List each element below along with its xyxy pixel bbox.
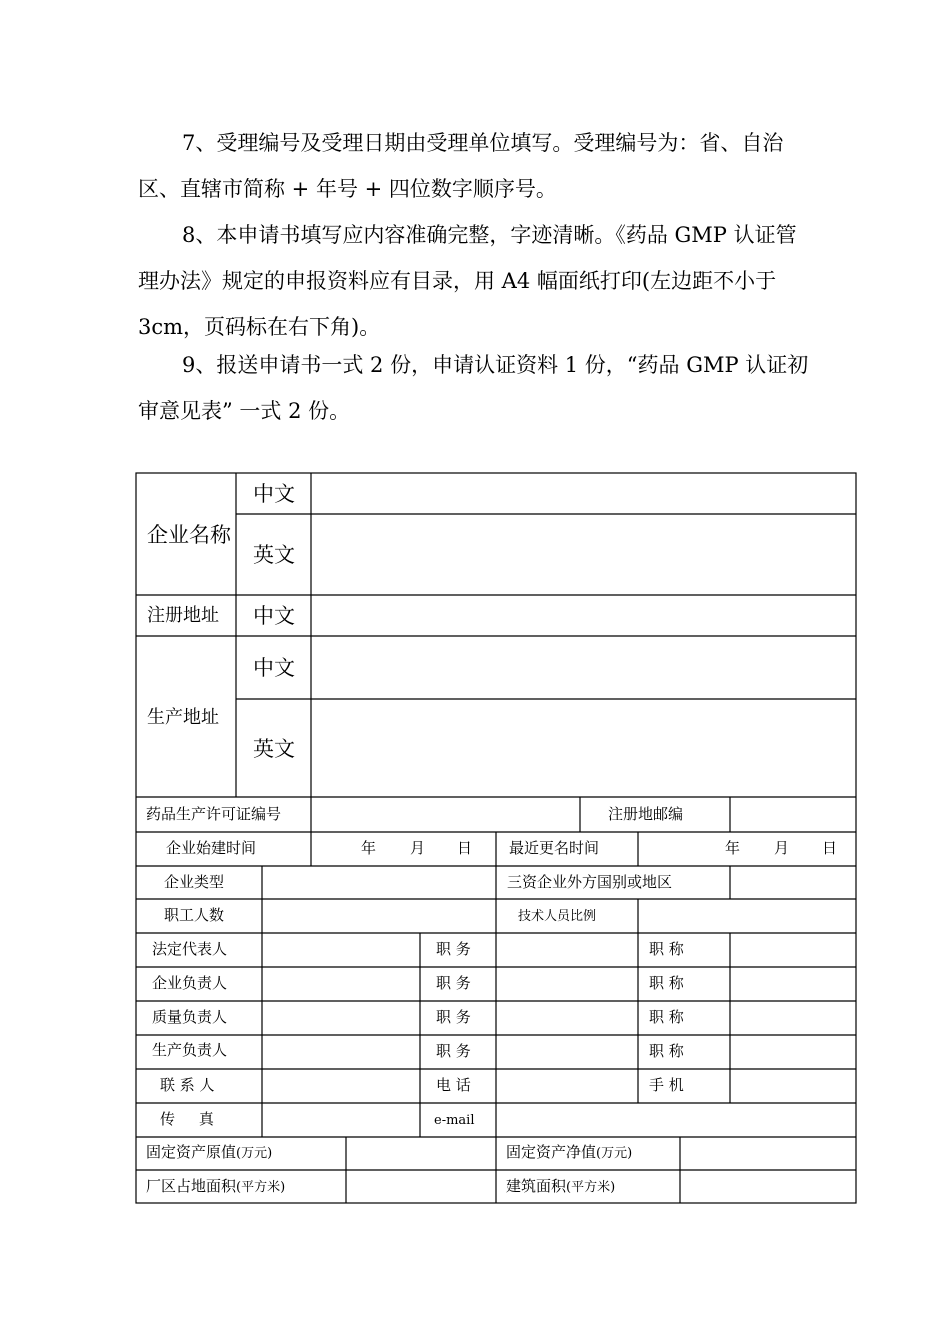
note-7-line-1: 7、受理编号及受理日期由受理单位填写。受理编号为：省、自治: [182, 131, 784, 155]
label-company-name-english: 英文: [253, 543, 295, 567]
note-9-line-2: 审意见表” 一式 2 份。: [138, 399, 351, 423]
label-email: e-mail: [434, 1113, 475, 1128]
label-company-head-position: 职 务: [436, 974, 471, 992]
renamed-month-label: 月: [774, 839, 790, 857]
label-license-number: 药品生产许可证编号: [146, 805, 282, 823]
label-contact: 联 系 人: [160, 1076, 215, 1094]
fixed-assets-original-unit: (万元): [236, 1146, 273, 1161]
plant-area-text: 厂区占地面积: [146, 1177, 237, 1195]
label-building-area: [506, 1179, 615, 1194]
label-registered-postcode: 注册地邮编: [608, 805, 684, 823]
label-quality-head: 质量负责人: [152, 1008, 228, 1026]
founded-year-label: 年: [361, 839, 377, 857]
label-legal-rep: 法定代表人: [152, 940, 228, 958]
label-registered-address-chinese: 中文: [253, 604, 295, 628]
label-company-head: 企业负责人: [152, 974, 228, 992]
label-tech-ratio: 技术人员比例: [518, 909, 597, 924]
label-company-name: 企业名称: [147, 523, 231, 547]
label-plant-area: [146, 1179, 285, 1194]
renamed-day-label: 日: [822, 839, 838, 857]
founded-day-label: 日: [457, 839, 473, 857]
label-founded-date: 企业始建时间: [166, 839, 257, 857]
note-8-line-3: 3cm，页码标在右下角)。: [138, 315, 381, 339]
label-foreign-country: 三资企业外方国别或地区: [507, 873, 673, 891]
renamed-year-label: 年: [725, 839, 741, 857]
fixed-assets-net-text: 固定资产净值: [506, 1143, 597, 1161]
label-quality-head-position: 职 务: [436, 1008, 471, 1026]
label-production-head: 生产负责人: [152, 1041, 228, 1059]
label-company-head-title: 职 称: [649, 974, 684, 992]
founded-month-label: 月: [410, 839, 426, 857]
label-production-head-position: 职 务: [436, 1042, 471, 1060]
label-production-head-title: 职 称: [649, 1042, 684, 1060]
label-mobile: 手 机: [649, 1076, 684, 1094]
label-quality-head-title: 职 称: [649, 1008, 684, 1026]
label-fixed-assets-original: [146, 1145, 272, 1160]
label-legal-rep-title: 职 称: [649, 940, 684, 958]
label-legal-rep-position: 职 务: [436, 940, 471, 958]
note-9-line-1: 9、报送申请书一式 2 份，申请认证资料 1 份，“药品 GMP 认证初: [182, 353, 809, 377]
note-8-line-1: 8、本申请书填写应内容准确完整，字迹清晰。《药品 GMP 认证管: [182, 223, 797, 247]
note-7-line-2: 区、直辖市简称 + 年号 + 四位数字顺序号。: [138, 177, 557, 201]
label-registered-address: 注册地址: [147, 605, 219, 626]
label-renamed-date: 最近更名时间: [509, 839, 600, 857]
plant-area-unit: (平方米): [236, 1180, 286, 1195]
label-company-name-chinese: 中文: [253, 482, 295, 506]
label-production-address-english: 英文: [253, 737, 295, 761]
building-area-text: 建筑面积: [506, 1177, 567, 1195]
label-production-address: 生产地址: [147, 707, 219, 728]
label-phone: 电 话: [436, 1076, 471, 1094]
fixed-assets-original-text: 固定资产原值: [146, 1143, 237, 1161]
label-employees: 职工人数: [164, 906, 225, 924]
fixed-assets-net-unit: (万元): [596, 1146, 633, 1161]
label-fax: 传 真: [160, 1110, 214, 1128]
label-production-address-chinese: 中文: [253, 656, 295, 680]
building-area-unit: (平方米): [566, 1180, 616, 1195]
label-fixed-assets-net: [506, 1145, 632, 1160]
label-company-type: 企业类型: [164, 873, 225, 891]
note-8-line-2: 理办法》规定的申报资料应有目录，用 A4 幅面纸打印(左边距不小于: [138, 269, 777, 293]
